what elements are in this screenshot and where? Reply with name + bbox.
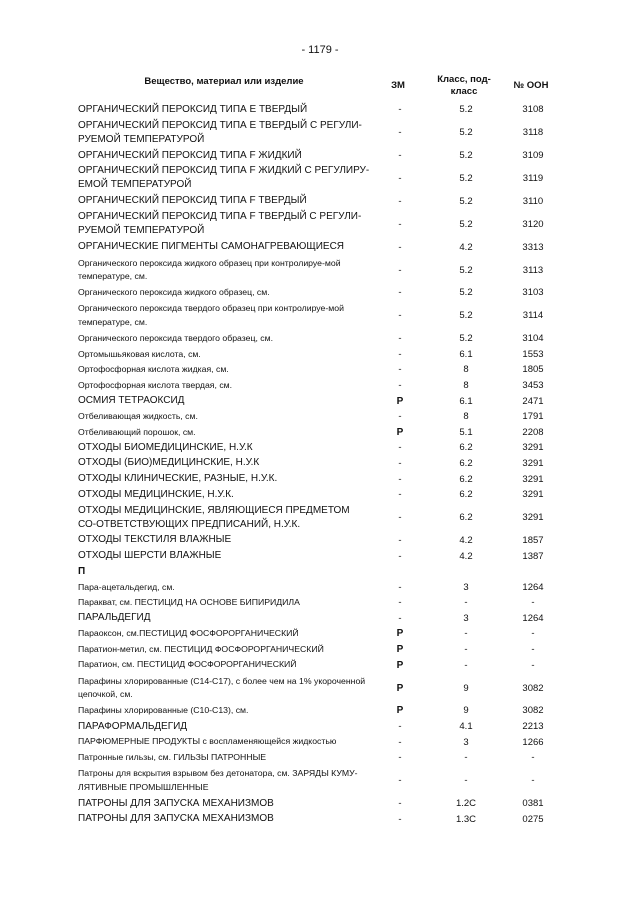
row-zm: - (398, 195, 402, 207)
row-name: ОТХОДЫ ТЕКСТИЛЯ ВЛАЖНЫЕ (78, 534, 232, 546)
row-name: ОРГАНИЧЕСКИЕ ПИГМЕНТЫ САМОНАГРЕВАЮЩИЕСЯ (78, 241, 345, 253)
row-un-number: 3082 (522, 705, 544, 717)
header-zm: ЗМ (391, 80, 405, 91)
row-name: Ортофосфорная кислота твердая, см. (78, 379, 233, 390)
row-name: Органического пероксида жидкого образец при контролируе-мой температуре, см. (78, 257, 341, 282)
table-row (78, 409, 564, 425)
row-class: 5.2 (459, 104, 473, 116)
table-row (78, 564, 564, 580)
row-class: 9 (463, 705, 469, 717)
row-zm: - (398, 348, 402, 360)
row-un-number: 3108 (522, 104, 544, 116)
table-row (78, 657, 564, 673)
substance-table (78, 102, 564, 827)
row-class: - (464, 775, 468, 787)
row-name: Ортомышьяковая кислота, см. (78, 348, 201, 359)
row-class: 3 (463, 736, 469, 748)
row-class: 6.2 (459, 442, 473, 454)
row-class: 4.2 (459, 534, 473, 546)
row-zm: - (398, 364, 402, 376)
row-name: ОРГАНИЧЕСКИЙ ПЕРОКСИД ТИПА F ТВЕРДЫЙ С РЕГУЛИ-РУЕМОЙ ТЕМПЕРАТУРОЙ (78, 211, 362, 237)
row-class: 6.2 (459, 457, 473, 469)
row-name: ОТХОДЫ (БИО)МЕДИЦИНСКИЕ, Н.У.К (78, 457, 260, 469)
table-row (78, 209, 564, 239)
row-class: 5.2 (459, 127, 473, 139)
row-zm: - (398, 752, 402, 764)
row-class: 6.2 (459, 489, 473, 501)
row-zm: - (398, 736, 402, 748)
row-un-number: - (531, 775, 535, 787)
row-class: 4.2 (459, 241, 473, 253)
row-name: ОТХОДЫ ШЕРСТИ ВЛАЖНЫЕ (78, 550, 222, 562)
row-class: 5.2 (459, 218, 473, 230)
row-zm: - (398, 597, 402, 609)
row-name: ОРГАНИЧЕСКИЙ ПЕРОКСИД ТИПА E ТВЕРДЫЙ (78, 103, 308, 115)
row-un-number: - (531, 644, 535, 656)
row-un-number: 3291 (522, 473, 544, 485)
row-un-number: 1387 (522, 550, 544, 562)
table-row (78, 611, 564, 627)
row-un-number: 3114 (522, 310, 544, 322)
section-letter: П (78, 565, 86, 577)
table-row (78, 487, 564, 503)
row-zm: - (398, 512, 402, 524)
table-row (78, 471, 564, 487)
header-name: Вещество, материал или изделие (144, 76, 304, 87)
table-row (78, 378, 564, 394)
row-un-number: 3119 (522, 172, 544, 184)
row-zm: - (398, 411, 402, 423)
table-row (78, 440, 564, 456)
row-class: - (464, 597, 468, 609)
table-row (78, 533, 564, 549)
table-row (78, 255, 564, 285)
table-row (78, 163, 564, 193)
row-name: Паратион-метил, см. ПЕСТИЦИД ФОСФОРОРГАНИЧЕСКИЙ (78, 643, 324, 654)
row-zm: - (398, 612, 402, 624)
row-un-number: 3291 (522, 442, 544, 454)
row-zm: - (398, 457, 402, 469)
table-row (78, 703, 564, 719)
header-class-line1: Класс, под- (437, 74, 491, 85)
row-name: Ортофосфорная кислота жидкая, см. (78, 364, 229, 375)
row-class: 6.2 (459, 512, 473, 524)
table-row (78, 502, 564, 532)
header-un: № ООН (513, 80, 549, 91)
row-un-number: 3291 (522, 489, 544, 501)
table-row (78, 673, 564, 703)
table-row (78, 102, 564, 118)
row-un-number: 1266 (522, 736, 544, 748)
row-name: ОТХОДЫ КЛИНИЧЕСКИЕ, РАЗНЫЕ, Н.У.К. (78, 473, 278, 485)
row-class: 4.1 (459, 721, 473, 733)
row-name: Отбеливающий порошок, см. (78, 426, 196, 437)
row-un-number: 3313 (522, 241, 544, 253)
table-row (78, 734, 564, 750)
row-zm: - (398, 150, 402, 162)
table-row (78, 642, 564, 658)
row-zm: P (396, 705, 404, 717)
row-name: ПАРАФОРМАЛЬДЕГИД (78, 720, 188, 732)
table-row (78, 766, 564, 796)
row-zm: - (398, 813, 402, 825)
row-class: 9 (463, 682, 469, 694)
row-zm: - (398, 104, 402, 116)
row-un-number: 0381 (522, 798, 544, 810)
row-class: 3 (463, 612, 469, 624)
row-un-number: 2471 (522, 395, 544, 407)
row-zm: - (398, 218, 402, 230)
row-class: 5.2 (459, 333, 473, 345)
row-zm: P (396, 659, 404, 671)
row-zm: - (398, 798, 402, 810)
row-name: Органического пероксида жидкого образец, см. (78, 287, 270, 298)
page-number: - 1179 - (301, 44, 339, 56)
row-class: 3 (463, 581, 469, 593)
row-name: ОРГАНИЧЕСКИЙ ПЕРОКСИД ТИПА F ЖИДКИЙ (78, 149, 302, 161)
row-zm: - (398, 241, 402, 253)
row-un-number: 2208 (522, 426, 544, 438)
table-row (78, 194, 564, 210)
row-class: 5.2 (459, 310, 473, 322)
row-zm: P (396, 395, 404, 407)
row-class: 6.1 (459, 395, 473, 407)
row-class: 8 (463, 364, 469, 376)
table-row (78, 362, 564, 378)
table-row (78, 626, 564, 642)
row-un-number: 2213 (522, 721, 544, 733)
table-row (78, 239, 564, 255)
row-class: 5.2 (459, 264, 473, 276)
row-class: - (464, 628, 468, 640)
row-class: 4.2 (459, 550, 473, 562)
row-zm: - (398, 172, 402, 184)
row-class: - (464, 644, 468, 656)
row-name: Параоксон, см.ПЕСТИЦИД ФОСФОРОРГАНИЧЕСКИЙ (78, 628, 299, 639)
row-name: ОРГАНИЧЕСКИЙ ПЕРОКСИД ТИПА F ЖИДКИЙ С РЕГУЛИРУ-ЕМОЙ ТЕМПЕРАТУРОЙ (78, 165, 370, 191)
row-un-number: 3291 (522, 512, 544, 524)
row-class: 6.1 (459, 348, 473, 360)
row-zm: - (398, 310, 402, 322)
table-row (78, 811, 564, 827)
row-un-number: 1553 (522, 348, 544, 360)
table-row (78, 301, 564, 331)
row-name: Отбеливающая жидкость, см. (78, 410, 198, 421)
row-class: 1.2C (455, 798, 477, 810)
table-row (78, 393, 564, 409)
header-class (432, 74, 496, 98)
row-zm: - (398, 264, 402, 276)
row-un-number: - (531, 659, 535, 671)
header-class-line2: класс (450, 86, 478, 97)
row-name: Органического пероксида твердого образец при контролируе-мой температуре, см. (78, 303, 344, 327)
row-un-number: 3109 (522, 150, 544, 162)
row-name: ОРГАНИЧЕСКИЙ ПЕРОКСИД ТИПА F ТВЕРДЫЙ (78, 195, 307, 207)
row-name: ПАРФЮМЕРНЫЕ ПРОДУКТЫ с воспламеняющейся жидкостью (78, 736, 337, 747)
row-name: ПАТРОНЫ ДЛЯ ЗАПУСКА МЕХАНИЗМОВ (78, 797, 274, 809)
row-class: 5.2 (459, 172, 473, 184)
row-class: 1.3C (455, 813, 477, 825)
row-un-number: 3082 (522, 682, 544, 694)
row-class: 5.2 (459, 150, 473, 162)
row-class: 5.2 (459, 195, 473, 207)
row-un-number: 1264 (522, 581, 544, 593)
table-row (78, 796, 564, 812)
row-zm: - (398, 489, 402, 501)
row-class: 8 (463, 411, 469, 423)
row-name: Паракват, см. ПЕСТИЦИД НА ОСНОВЕ БИПИРИДИЛА (78, 597, 300, 608)
table-row (78, 285, 564, 301)
row-zm: - (398, 550, 402, 562)
row-name: Пара-ацетальдегид, см. (78, 581, 175, 592)
table-row (78, 595, 564, 611)
row-name: ОСМИЯ ТЕТРАОКСИД (78, 395, 185, 407)
row-zm: - (398, 379, 402, 391)
row-un-number: 3118 (522, 127, 544, 139)
row-class: 5.1 (459, 426, 473, 438)
row-un-number: 3120 (522, 218, 544, 230)
row-zm: - (398, 333, 402, 345)
table-row (78, 579, 564, 595)
row-zm: - (398, 127, 402, 139)
row-un-number: 3291 (522, 457, 544, 469)
row-zm: - (398, 534, 402, 546)
row-zm: - (398, 473, 402, 485)
table-row (78, 456, 564, 472)
row-un-number: 3113 (522, 264, 544, 276)
row-un-number: 1857 (522, 534, 544, 546)
row-name: Парафины хлорированные (C10-C13), см. (78, 705, 249, 716)
row-zm: P (396, 628, 404, 640)
row-un-number: - (531, 752, 535, 764)
row-zm: - (398, 721, 402, 733)
row-name: Парафины хлорированные (C14-C17), с более чем на 1% укороченной цепочкой, см. (78, 675, 366, 700)
table-row (78, 347, 564, 363)
row-un-number: 3104 (522, 333, 544, 345)
row-name: ПАТРОНЫ ДЛЯ ЗАПУСКА МЕХАНИЗМОВ (78, 813, 274, 825)
table-row (78, 548, 564, 564)
row-un-number: 0275 (522, 813, 544, 825)
table-row (78, 118, 564, 148)
row-class: - (464, 752, 468, 764)
row-name: ОРГАНИЧЕСКИЙ ПЕРОКСИД ТИПА E ТВЕРДЫЙ С РЕГУЛИ-РУЕМОЙ ТЕМПЕРАТУРОЙ (78, 119, 362, 145)
row-class: 6.2 (459, 473, 473, 485)
row-un-number: - (531, 597, 535, 609)
row-name: Патронные гильзы, см. ГИЛЬЗЫ ПАТРОННЫЕ (78, 752, 267, 763)
row-name: ОТХОДЫ БИОМЕДИЦИНСКИЕ, Н.У.К (78, 441, 253, 453)
row-class: 5.2 (459, 287, 473, 299)
table-row (78, 424, 564, 440)
row-un-number: 1264 (522, 612, 544, 624)
row-name: ПАРАЛЬДЕГИД (78, 612, 151, 624)
row-name: Органического пероксида твердого образец, см. (78, 333, 274, 343)
row-un-number: 3103 (522, 287, 544, 299)
row-un-number: - (531, 628, 535, 640)
row-un-number: 3453 (522, 379, 544, 391)
row-zm: - (398, 775, 402, 787)
row-name: Патроны для вскрытия взрывом без детонатора, см. ЗАРЯДЫ КУМУ-ЛЯТИВНЫЕ ПРОМЫШЛЕННЫЕ (78, 768, 358, 792)
row-class: - (464, 659, 468, 671)
row-zm: - (398, 287, 402, 299)
row-name: ОТХОДЫ МЕДИЦИНСКИЕ, Н.У.К. (78, 488, 234, 500)
row-name: ОТХОДЫ МЕДИЦИНСКИЕ, ЯВЛЯЮЩИЕСЯ ПРЕДМЕТОМ СО-ОТВЕТСТВУЮЩИХ ПРЕДПИСАНИЙ, Н.У.К. (78, 504, 350, 530)
table-row (78, 331, 564, 347)
row-class: 8 (463, 379, 469, 391)
table-row (78, 719, 564, 735)
row-zm: - (398, 581, 402, 593)
row-name: Паратион, см. ПЕСТИЦИД ФОСФОРОРГАНИЧЕСКИЙ (78, 659, 297, 670)
table-row (78, 148, 564, 164)
row-zm: P (396, 682, 404, 694)
row-zm: - (398, 442, 402, 454)
row-un-number: 1791 (522, 411, 544, 423)
table-row (78, 750, 564, 766)
row-un-number: 1805 (522, 364, 544, 376)
row-un-number: 3110 (522, 195, 544, 207)
row-zm: P (396, 644, 404, 656)
row-zm: P (396, 426, 404, 438)
